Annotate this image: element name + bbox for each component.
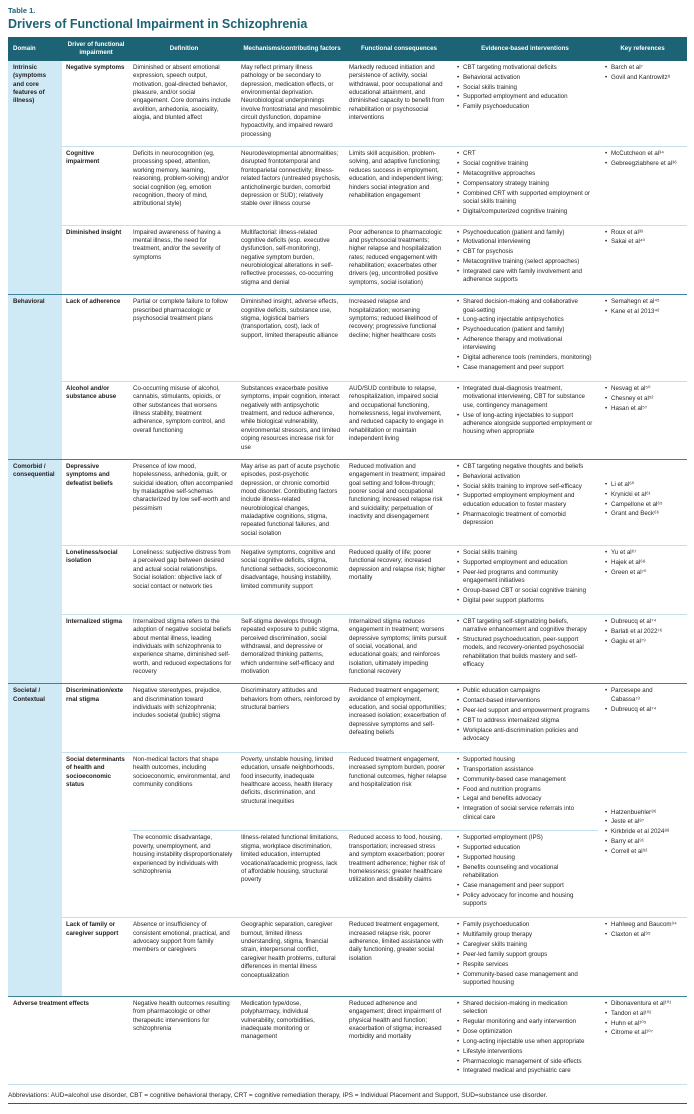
intervention-item: • CBT targeting motivational deficits — [456, 64, 593, 72]
reference-item: • Yu et al⁶⁷ — [604, 549, 682, 557]
mechanisms-cell: Negative symptoms, cognitive and social cognitive deficits, stigma, functional setbacks, socioeconomic disadvantage, housing instability, limited community support — [238, 546, 346, 615]
intervention-item: • Supported employment and education — [456, 93, 593, 101]
definition-cell: Co-occurring misuse of alcohol, cannabis, stimulants, opioids, or other substances that worsens illness stability, treatment adherence, symptom control, and overall functioning — [130, 382, 238, 460]
table-row — [8, 382, 687, 460]
domain-cell: Comorbid / consequential — [8, 459, 62, 683]
references-cell — [598, 61, 687, 147]
intervention-item: • Case management and peer support — [456, 882, 593, 890]
intervention-item: • Digital/computerized cognitive training — [456, 208, 593, 216]
definition-cell: Absence or insufficiency of consistent emotional, practical, and advocacy support from family members or caregivers — [130, 918, 238, 997]
mechanisms-cell: Substances exacerbate positive symptoms, impair cognition, interact negatively with antipsychotic treatment, and reduce adherence, while biological vulnerability, environmental stressors, and limited coping resources increase risk for use — [238, 382, 346, 460]
table-row — [8, 546, 687, 615]
driver-cell: Internalized stigma — [62, 614, 130, 684]
intervention-item: • Long-acting injectable use when appropriate — [456, 1038, 593, 1046]
intervention-item: • Benefits counseling and vocational rehabilitation — [456, 864, 593, 881]
driver-cell: Loneliness/social isolation — [62, 546, 130, 615]
abbreviations-footnote: Abbreviations: AUD=alcohol use disorder, CBT = cognitive behavioral therapy, CRT = cognitive remediation therapy, IPS = Individual Placement and Support, SUD=substance use disorder. — [8, 1087, 687, 1104]
mechanisms-cell: Poverty, unstable housing, limited education, unsafe neighborhoods, food insecurity, inadequate healthcare access, health literacy deficits, discrimination, and structural inequities — [238, 752, 346, 831]
mechanisms-cell: Self-stigma develops through repeated exposure to public stigma, perceived discrimination, social withdrawal, and depressive or demoralized thinking patterns, which undermine self-efficacy and motivation — [238, 614, 346, 684]
table-row — [8, 61, 687, 147]
consequences-cell: Reduced quality of life; poorer functional recovery; increased depression and relapse risk; higher mortality — [346, 546, 452, 615]
driver-cell: Lack of adherence — [62, 295, 130, 382]
table-row — [8, 459, 687, 545]
intervention-item: • Case management and peer support — [456, 364, 593, 372]
intervention-item: • Group-based CBT or social cognitive training — [456, 587, 593, 595]
driver-cell: Discrimination/external stigma — [62, 684, 130, 753]
domain-cell: Societal / Contextual — [8, 684, 62, 997]
intervention-item: • CBT to address internalized stigma — [456, 717, 593, 725]
interventions-cell — [452, 225, 598, 295]
intervention-item: • Supported housing — [456, 756, 593, 764]
references-cell — [598, 147, 687, 226]
references-cell — [598, 996, 687, 1084]
table-row — [8, 752, 687, 831]
reference-item: • Claxton et al⁹⁵ — [604, 931, 682, 939]
reference-item: • Citrome et al¹⁰⁷ — [604, 1029, 682, 1037]
driver-cell: Alcohol and/or substance abuse — [62, 382, 130, 460]
reference-item: • Li et al⁶⁰ — [604, 481, 682, 489]
reference-item: • Grant and Beck⁶⁶ — [604, 510, 682, 518]
driver-cell: Negative symptoms — [66, 63, 125, 71]
intervention-item: • Legal and benefits advocacy — [456, 795, 593, 803]
intervention-item: • Social skills training — [456, 84, 593, 92]
consequences-cell: Reduced motivation and engagement in treatment; impaired goal setting and follow-through; poorer social and occupational functioning; increased relapse risk and suicidality; perpetuation of inactivity and disengagement — [346, 459, 452, 545]
interventions-cell — [452, 147, 598, 226]
consequences-cell: Reduced treatment engagement; avoidance of employment, education, and social opportunities; increased isolation; exacerbation of depressive symptoms and self-defeating beliefs — [346, 684, 452, 753]
intervention-item: • Psychoeducation (patient and family) — [456, 326, 593, 334]
intervention-item: • Integration of social service referrals into clinical care — [456, 805, 593, 822]
drivers-table — [8, 37, 687, 1085]
intervention-item: • Shared decision-making in medication selection — [456, 1000, 593, 1017]
definition-cell: Partial or complete failure to follow prescribed pharmacologic or psychosocial treatment plans — [130, 295, 238, 382]
domain-cell: Adverse treatment effects — [8, 996, 130, 1084]
intervention-item: • Peer-led support and empowerment programs — [456, 707, 593, 715]
consequences-cell: Reduced access to food, housing, transportation; increased stress and symptom exacerbation; poorer treatment adherence; higher risk of homelessness; greater healthcare utilization and disability claims — [346, 831, 452, 918]
reference-item: • Huhn et al¹⁰⁵ — [604, 1020, 682, 1028]
intervention-item: • Workplace anti-discrimination policies and advocacy — [456, 727, 593, 744]
table-row — [8, 225, 687, 295]
reference-item: • Govil and Kantrowitz⁸ — [604, 74, 682, 82]
interventions-cell — [452, 684, 598, 753]
table-label: Table 1. — [8, 6, 36, 15]
consequences-cell: Markedly reduced initiation and persistence of activity, social withdrawal, poor occupational and educational attainment, and diminished capacity to benefit from rehabilitation or psychosocial interventions — [349, 63, 445, 122]
intervention-item: • Supported employment employment and education education to foster mastery — [456, 492, 593, 509]
table-row — [8, 684, 687, 753]
domain-cell: Intrinsic (symptoms and core features of illness) — [8, 61, 62, 295]
interventions-cell — [452, 918, 598, 997]
column-header-3: Mechanisms/contributing factors — [238, 37, 346, 61]
interventions-cell — [452, 831, 598, 918]
consequences-cell: Increased relapse and hospitalization; worsening symptoms; reduced likelihood of recovery; progressive functional decline; higher healthcare costs — [346, 295, 452, 382]
column-header-4: Functional consequences — [346, 37, 452, 61]
mechanisms-cell: Neurodevelopmental abnormalities; disrupted frontotemporal and frontoparietal connectivity; illness-related factors (untreated psychosis, anticholinergic burden, comorbid depression or SUD); relatively stable over illness course — [238, 147, 346, 226]
reference-item: • Hahlweg and Baucom⁹⁴ — [604, 921, 682, 929]
intervention-item: • CBT targeting self-stigmatizing beliefs, narrative enhancement and cognitive therapy — [456, 618, 593, 635]
intervention-item: • Peer-led family support groups — [456, 951, 593, 959]
mechanisms-cell: May reflect primary illness pathology or be secondary to depression, medication effects, or environmental deprivation. Neurobiological underpinnings involve frontostriatal and mesolimbic circuit dysfunction, dopamine hypoactivity, and impaired reward processing — [241, 63, 341, 138]
definition-cell: Diminished or absent emotional expression, speech output, motivation, goal-directed behavior, pleasure, and/or social engagement. Core domains include avolition, anhedonia, asociality, alogia, and blunted affect — [133, 63, 231, 122]
references-cell — [598, 295, 687, 382]
intervention-item: • Integrated medical and psychiatric care — [456, 1067, 593, 1075]
intervention-item: • Multifamily group therapy — [456, 931, 593, 939]
mechanisms-cell: Illness-related functional limitations, stigma, workplace discrimination, limited education, interrupted vocational/academic progress, lack of affordable housing, structural poverty — [238, 831, 346, 918]
header-row — [8, 37, 687, 61]
intervention-item: • Contact-based interventions — [456, 697, 593, 705]
intervention-item: • Shared decision-making and collaborative goal-setting — [456, 298, 593, 315]
intervention-item: • Community-based case management and supported housing — [456, 971, 593, 988]
definition-cell: Negative health outcomes resulting from pharmacologic or other therapeutic interventions for schizophrenia — [130, 996, 238, 1084]
interventions-cell — [452, 996, 598, 1084]
reference-item: • Krynicki et al⁶¹ — [604, 491, 682, 499]
intervention-item: • Integrated dual-diagnosis treatment, motivational interviewing, CBT for substance use, contingency management — [456, 385, 593, 410]
reference-item: • Barry et al⁹¹ — [604, 838, 682, 846]
intervention-item: • Metacognitive approaches — [456, 170, 593, 178]
definition-cell: Presence of low mood, hopelessness, anhedonia, guilt, or suicidal ideation, often accompanied by maladaptive self-schemas characterized by low self-worth and pessimism — [130, 459, 238, 545]
interventions-cell — [452, 459, 598, 545]
column-header-6: Key references — [598, 37, 687, 61]
driver-cell: Lack of family or caregiver support — [62, 918, 130, 997]
intervention-item: • Peer-led programs and community engagement initiatives — [456, 569, 593, 586]
consequences-cell: Reduced adherence and engagement; direct impairment of physical health and function; exacerbation of stigma; increased morbidity and mortality — [346, 996, 452, 1084]
intervention-item: • Community-based case management — [456, 776, 593, 784]
domain-cell: Behavioral — [8, 295, 62, 460]
column-header-1: Driver of functional impairment — [62, 37, 130, 61]
intervention-item: • Adherence therapy and motivational interviewing — [456, 336, 593, 353]
intervention-item: • Behavioral activation — [456, 74, 593, 82]
reference-item: • Hasan et al⁵⁷ — [604, 405, 682, 413]
intervention-item: • Regular monitoring and early intervention — [456, 1018, 593, 1026]
definition-cell: Negative stereotypes, prejudice, and discrimination toward individuals with schizophrenia; includes societal (public) stigma — [130, 684, 238, 753]
reference-item: • Barch et al⁷ — [604, 64, 682, 72]
reference-item: • Hatzenbuehler⁸⁶ — [604, 809, 682, 817]
definition-cell: Impaired awareness of having a mental illness, the need for treatment, and/or the severity of symptoms — [130, 225, 238, 295]
intervention-item: • CBT for psychosis — [456, 248, 593, 256]
intervention-item: • Lifestyle interventions — [456, 1048, 593, 1056]
column-header-0: Domain — [8, 37, 62, 61]
definition-cell: The economic disadvantage, poverty, unemployment, and housing instability disproportionately experienced by individuals with schizophrenia — [130, 831, 238, 918]
intervention-item: • Supported employment and education — [456, 559, 593, 567]
intervention-item: • Pharmacologic management of side effects — [456, 1058, 593, 1066]
driver-cell: Diminished insight — [62, 225, 130, 295]
table-row — [8, 147, 687, 226]
intervention-item: • Combined CRT with supported employment or social skills training — [456, 190, 593, 207]
intervention-item: • Behavioral activation — [456, 473, 593, 481]
consequences-cell: Reduced treatment engagement, increased relapse risk, poorer adherence, limited assistance with daily functioning, greater social isolation — [346, 918, 452, 997]
consequences-cell: AUD/SUD contribute to relapse, rehospitalization, impaired social and occupational functioning, homelessness, legal involvement, and reduced capacity to engage in rehabilitation or maintain independent living — [346, 382, 452, 460]
intervention-item: • Respite services — [456, 961, 593, 969]
reference-item: • Kane et al 2013⁴⁶ — [604, 308, 682, 316]
definition-cell: Non-medical factors that shape health outcomes, including socioeconomic, environmental, and community conditions — [130, 752, 238, 831]
interventions-cell — [452, 546, 598, 615]
interventions-cell — [452, 295, 598, 382]
references-cell — [598, 546, 687, 615]
reference-item: • Kirkbride et al 2024⁸⁸ — [604, 828, 682, 836]
reference-item: • Barlati et al 2022⁷⁶ — [604, 628, 682, 636]
consequences-cell: Internalized stigma reduces engagement in treatment; worsens depressive symptoms; limits pursuit of social, vocational, and educational goals; and reinforces isolation, ultimately impeding functional recovery — [346, 614, 452, 684]
reference-item: • Jeste et al⁸⁷ — [604, 818, 682, 826]
interventions-cell — [452, 382, 598, 460]
consequences-cell: Reduced treatment engagement, increased symptom burden, poorer functional outcomes, higher relapse and hospitalization risk — [346, 752, 452, 831]
intervention-item: • Social skills training — [456, 549, 593, 557]
driver-cell: Depressive symptoms and defeatist beliefs — [62, 459, 130, 545]
intervention-item: • Compensatory strategy training — [456, 180, 593, 188]
intervention-item: • Policy advocacy for income and housing supports — [456, 892, 593, 909]
reference-item: • Gagiu et al⁷⁹ — [604, 638, 682, 646]
reference-item: • Dubreucq et al⁷⁴ — [604, 706, 682, 714]
reference-item: • Gebreegziabhere et al³⁶ — [604, 160, 682, 168]
reference-item: • Roux et al³⁹ — [604, 229, 682, 237]
intervention-item: • Motivational interviewing — [456, 238, 593, 246]
mechanisms-cell: Diminished insight, adverse effects, cognitive deficits, substance use, stigma, logistical barriers (transportation, cost), lack of support, limited therapeutic alliance — [238, 295, 346, 382]
intervention-item: • Supported education — [456, 844, 593, 852]
intervention-item: • Digital adherence tools (reminders, monitoring) — [456, 354, 593, 362]
reference-item: • Hajek et al⁶⁸ — [604, 559, 682, 567]
driver-cell: Cognitive impairment — [62, 147, 130, 226]
interventions-cell — [452, 614, 598, 684]
interventions-cell — [452, 61, 598, 147]
intervention-item: • Transportation assistance — [456, 766, 593, 774]
column-header-5: Evidence-based interventions — [452, 37, 598, 61]
intervention-item: • CRT — [456, 150, 593, 158]
table-header — [8, 37, 687, 61]
mechanisms-cell: Medication type/dose, polypharmacy, individual vulnerability, comorbidities, inadequate monitoring or management — [238, 996, 346, 1084]
intervention-item: • Pharmacologic treatment of comorbid depression — [456, 511, 593, 528]
table-title: Drivers of Functional Impairment in Schizophrenia — [8, 17, 308, 31]
references-cell — [598, 225, 687, 295]
intervention-item: • Psychoeducation (patient and family) — [456, 229, 593, 237]
intervention-item: • Public education campaigns — [456, 687, 593, 695]
intervention-item: • Long-acting injectable antipsychotics — [456, 316, 593, 324]
intervention-item: • Digital peer support platforms — [456, 597, 593, 605]
reference-item: • Dibonaventura et al¹⁰¹ — [604, 1000, 682, 1008]
definition-cell: Deficits in neurocognition (eg, processing speed, attention, working memory, learning, reasoning, problem-solving) and/or social cognition (eg, emotion recognition, theory of mind, attributional style) — [130, 147, 238, 226]
reference-item: • Correll et al⁹² — [604, 848, 682, 856]
reference-item: • Green et al⁷⁰ — [604, 569, 682, 577]
driver-cell: Social determinants of health and socioeconomic status — [62, 752, 130, 917]
definition-cell: Loneliness: subjective distress from a perceived gap between desired and actual social relationships. Social isolation: objective lack of social contact or network ties — [130, 546, 238, 615]
reference-item: • Campellone et al⁶⁵ — [604, 501, 682, 509]
reference-item: • Nesvag et al⁵⁰ — [604, 385, 682, 393]
reference-item: • Dubreucq et al⁷⁴ — [604, 618, 682, 626]
table-row — [8, 996, 687, 1084]
intervention-item: • Supported housing — [456, 854, 593, 862]
intervention-item: • Integrated care with family involvement and adherence supports — [456, 268, 593, 285]
intervention-item: • Social cognitive training — [456, 160, 593, 168]
references-cell — [598, 382, 687, 460]
column-header-2: Definition — [130, 37, 238, 61]
reference-item: • Semahegn et al⁴⁵ — [604, 298, 682, 306]
intervention-item: • Metacognitive training (select approaches) — [456, 258, 593, 266]
references-cell — [598, 459, 687, 545]
intervention-item: • Food and nutrition programs — [456, 786, 593, 794]
mechanisms-cell: May arise as part of acute psychotic episodes, post-psychotic depression, or chronic comorbid mood disorder. Contributing factors include illness-related neurobiological changes, maladaptive cognitions, stigma, repeated functional failures, and social isolation — [238, 459, 346, 545]
mechanisms-cell: Discriminatory attitudes and behaviors from others, reinforced by structural barriers — [238, 684, 346, 753]
intervention-item: • Dose optimization — [456, 1028, 593, 1036]
table-body — [8, 61, 687, 1085]
references-cell — [598, 684, 687, 753]
intervention-item: • Use of long-acting injectables to support adherence alongside supported employment or housing when appropriate — [456, 412, 593, 437]
reference-item: • Chesney et al⁵² — [604, 395, 682, 403]
table-row — [8, 918, 687, 997]
consequences-cell: Limits skill acquisition, problem-solving, and adaptive functioning; reduces success in employment, education, and independent living; hinders social integration and rehabilitation engagement — [346, 147, 452, 226]
intervention-item: • Social skills training to improve self-efficacy — [456, 483, 593, 491]
interventions-cell — [452, 752, 598, 831]
intervention-item: • Family psychoeducation — [456, 921, 593, 929]
reference-item: • Parcesepe and Cabassa⁷³ — [604, 687, 682, 704]
references-cell — [598, 918, 687, 997]
intervention-item: • Supported employment (IPS) — [456, 834, 593, 842]
reference-item: • Sakai et al⁴⁰ — [604, 238, 682, 246]
references-cell — [598, 752, 687, 917]
intervention-item: • Caregiver skills training — [456, 941, 593, 949]
mechanisms-cell: Multifactorial: illness-related cognitive deficits (esp. executive dysfunction, self-monitoring), negative symptom burden, neurobiological alterations in self-reflective processes, co-occurring stigma and denial — [238, 225, 346, 295]
consequences-cell: Poor adherence to pharmacologic and psychosocial treatments; higher relapse and hospitalization rates; reduced engagement with rehabilitation; exacerbates other drivers (eg, uncontrolled positive symptoms, social isolation) — [346, 225, 452, 295]
table-row — [8, 295, 687, 382]
reference-item: • Tandon et al¹⁰² — [604, 1010, 682, 1018]
definition-cell: Internalized stigma refers to the adoption of negative societal beliefs about mental illness, leading individuals with schizophrenia to experience shame, diminished self-worth, and reduced expectations for recovery — [130, 614, 238, 684]
mechanisms-cell: Geographic separation, caregiver burnout, limited illness understanding, stigma, financial strain, interpersonal conflict, caregiver health problems, cultural differences in mental illness conceptualization — [238, 918, 346, 997]
intervention-item: • Family psychoeducation — [456, 103, 593, 111]
intervention-item: • CBT targeting negative thoughts and beliefs — [456, 463, 593, 471]
intervention-item: • Structured psychoeducation, peer-support models, and recovery-oriented psychosocial rehabilitation that builds mastery and self-efficacy — [456, 636, 593, 669]
table-row — [8, 614, 687, 684]
reference-item: • McCutcheon et al³⁴ — [604, 150, 682, 158]
references-cell — [598, 614, 687, 684]
